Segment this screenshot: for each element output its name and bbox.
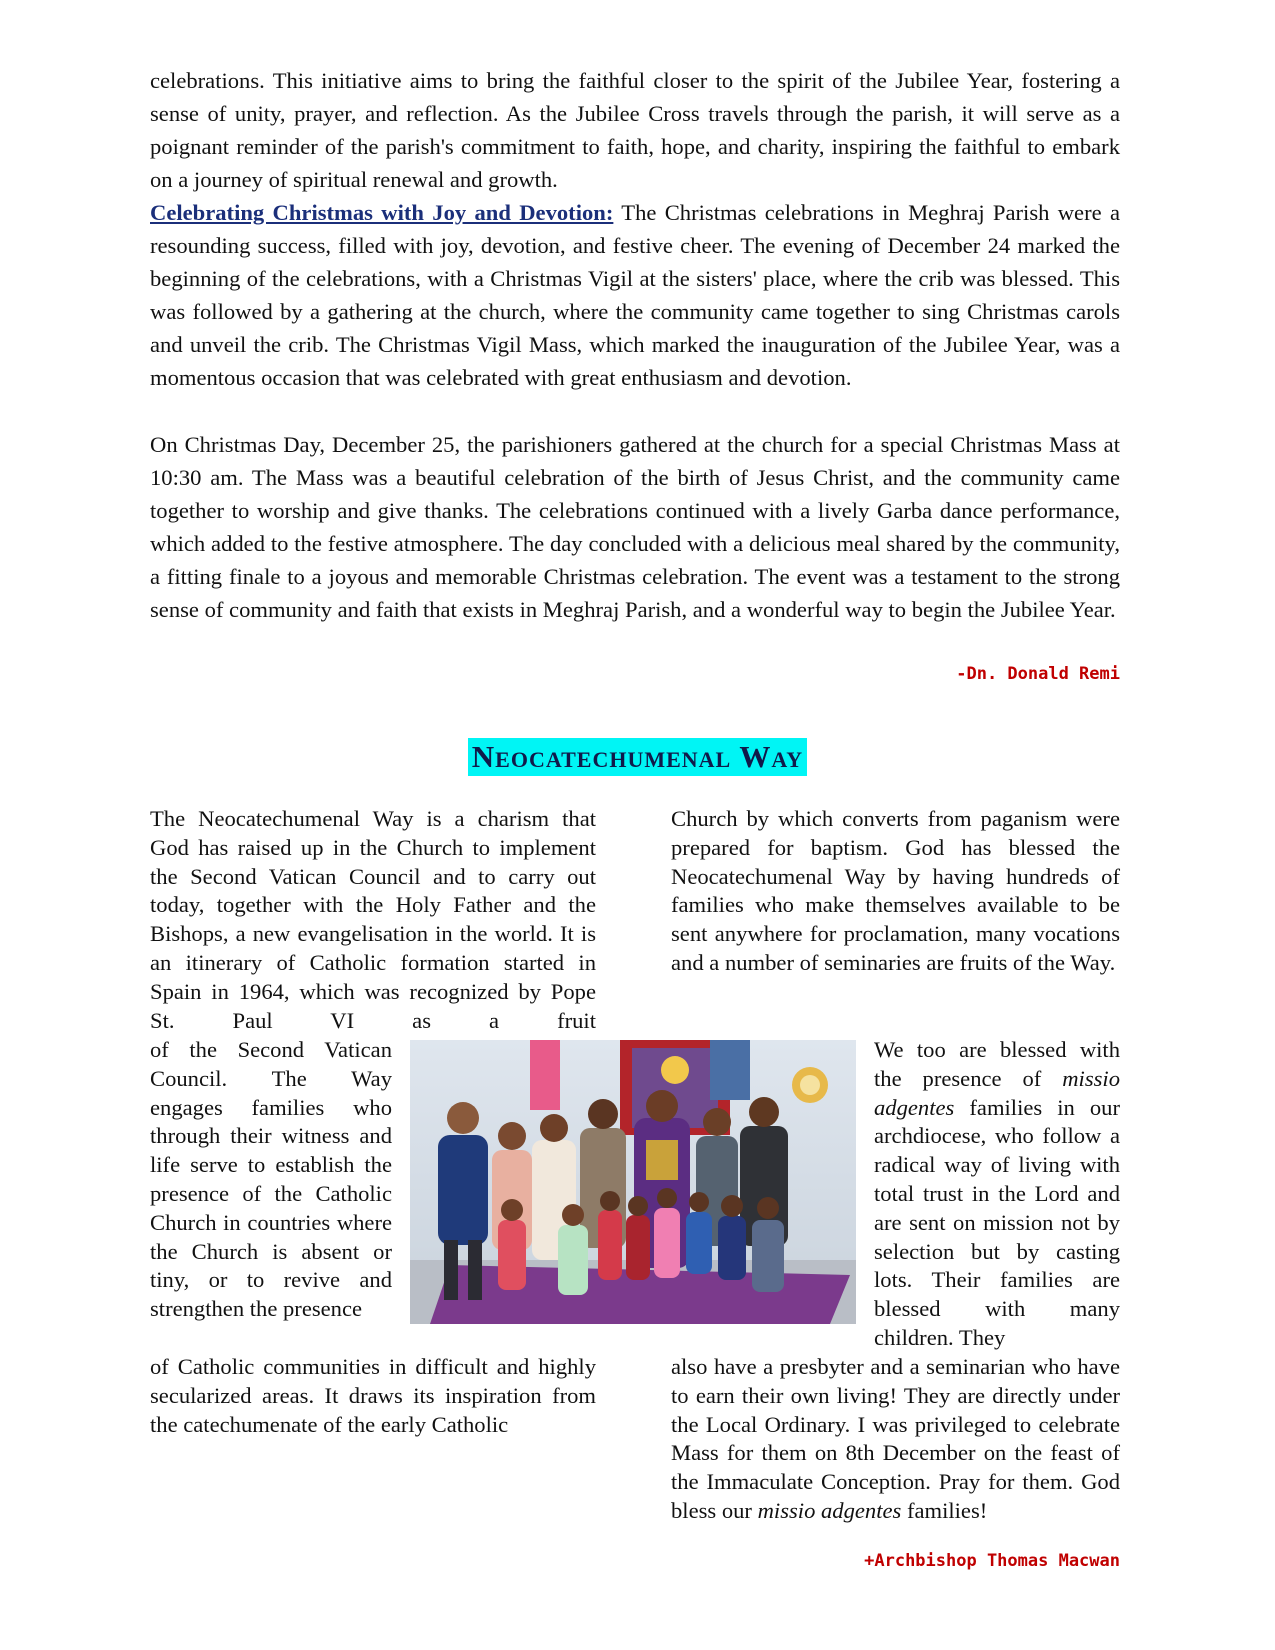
article-author-donald-remi: -Dn. Donald Remi — [956, 664, 1120, 684]
article-author-archbishop: +Archbishop Thomas Macwan — [864, 1551, 1120, 1571]
christmas-section-heading: Celebrating Christmas with Joy and Devotion: — [150, 200, 614, 225]
neo-right-column-bottom — [671, 1353, 1120, 1526]
neo-right-column-wrap — [874, 1036, 1120, 1353]
neocatechumenal-way-title: Neocatechumenal Way — [468, 738, 807, 776]
neo-left-column-top: The Neocatechumenal Way is a charism that God has raised up in the Church to implement the Second Vatican Council and to carry out today, together with the Holy Father and the Bishops, a new evangelisation in the world. It is an itinerary of Catholic formation started in Spain in 1964, which was recognized by Pope St. Paul VI as a fruit — [150, 806, 596, 1033]
christmas-day-paragraph — [150, 428, 1120, 626]
missio-adgentes-emphasis-2: missio adgentes — [757, 1497, 902, 1523]
christmas-vigil-text: The Christmas celebrations in Meghraj Parish were a resounding success, filled with joy, devotion, and festive cheer. The evening of December 24 marked the beginning of the celebrations, with a Christmas Vigil at the sisters' place, where the crib was blessed. This was followed by a gathering at the church, where the community came together to sing Christmas carols and unveil the crib. The Christmas Vigil Mass, which marked the inauguration of the Jubilee Year, was a momentous occasion that was celebrated with great enthusiasm and devotion. — [150, 200, 1120, 390]
group-photo-illustration — [410, 1040, 856, 1324]
neo-right-bottom-text-2: families! — [901, 1497, 988, 1523]
neo-right-wrap-text-1: We too are blessed with the presence of — [874, 1037, 1120, 1091]
neocatechumenal-title-wrapper — [0, 738, 1275, 776]
missio-adgentes-emphasis: missio adgentes — [874, 1065, 1120, 1120]
neo-right-wrap-text-2: families in our archdiocese, who follow a radical way of living with total trust in the Lord and are sent on mission not by selection but by casting lots. Their families are blessed with many children. They — [874, 1094, 1120, 1350]
jubilee-cross-paragraph — [150, 64, 1120, 196]
jubilee-cross-text: celebrations. This initiative aims to bring the faithful closer to the spirit of the Jubilee Year, fostering a sense of unity, prayer, and reflection. As the Jubilee Cross travels through the parish, it will serve as a poignant reminder of the parish's commitment to faith, hope, and charity, inspiring the faithful to embark on a journey of spiritual renewal and growth. — [150, 68, 1120, 192]
christmas-vigil-paragraph — [150, 196, 1120, 394]
neo-left-column-wrap: of the Second Vatican Council. The Way engages families who through their witness and life serve to establish the presence of the Catholic Church in countries where the Church is absent or tiny, or to revive and strengthen the presence — [150, 1037, 392, 1322]
neo-right-bottom-text-1: also have a presbyter and a seminarian who have to earn their own living! They are directly under the Local Ordinary. I was privileged to celebrate Mass for them on 8th December on the feast of the Immaculate Conception. Pray for them. God bless our — [671, 1354, 1120, 1523]
christmas-day-text: On Christmas Day, December 25, the parishioners gathered at the church for a special Christmas Mass at 10:30 am. The Mass was a beautiful celebration of the birth of Jesus Christ, and the community came together to worship and give thanks. The celebrations continued with a lively Garba dance performance, which added to the festive atmosphere. The day concluded with a delicious meal shared by the community, a fitting finale to a joyous and memorable Christmas celebration. The event was a testament to the strong sense of community and faith that exists in Meghraj Parish, and a wonderful way to begin the Jubilee Year. — [150, 432, 1120, 622]
neo-right-column-top: Church by which converts from paganism were prepared for baptism. God has blessed the Neocatechumenal Way by having hundreds of families who make themselves available to be sent anywhere for proclamation, many vocations and a number of seminaries are fruits of the Way. — [671, 806, 1120, 975]
neo-left-column-bottom: of Catholic communities in difficult and highly secularized areas. It draws its inspiration from the catechumenate of the early Catholic — [150, 1354, 596, 1437]
group-photo — [410, 1040, 856, 1324]
